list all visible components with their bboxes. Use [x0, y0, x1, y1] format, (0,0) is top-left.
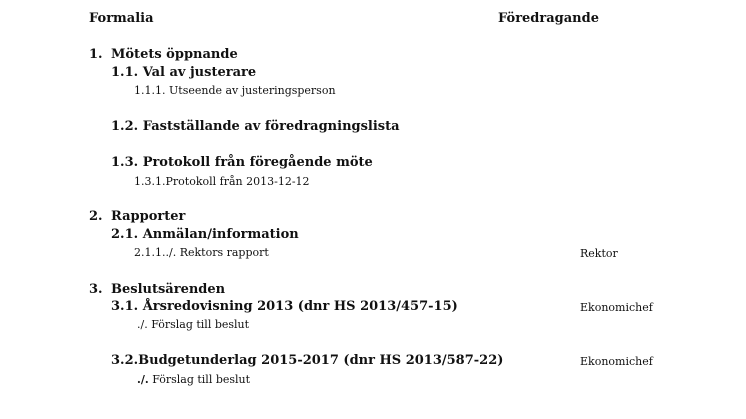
item-title: Mötets öppnande — [111, 47, 238, 62]
item-title: Förslag till beslut — [152, 373, 251, 386]
item-number: 3.2. — [111, 353, 139, 368]
agenda-item-1-1-1 — [134, 84, 336, 97]
attachment-marker: ./. — [137, 373, 149, 386]
presenter-ekonomichef: Ekonomichef — [580, 355, 653, 368]
item-title: Budgetunderlag 2015-2017 (dnr HS 2013/587-22) — [138, 353, 504, 368]
item-number: 3. — [89, 282, 103, 297]
agenda-item-2-1-1 — [134, 246, 269, 259]
item-title: Protokoll från 2013-12-12 — [165, 175, 310, 188]
item-number: 2.1. — [111, 227, 139, 242]
item-title: Val av justerare — [142, 65, 257, 80]
agenda-item-1-2 — [111, 119, 400, 134]
agenda-item-1-3 — [111, 155, 373, 170]
agenda-item-3-2-proposal — [137, 373, 250, 386]
item-number: 2. — [89, 209, 103, 224]
item-title: Årsredovisning 2013 (dnr HS 2013/457-15) — [142, 299, 458, 314]
presenter-ekonomichef: Ekonomichef — [580, 301, 653, 314]
agenda-item-1-3-1 — [134, 175, 310, 188]
item-title: Protokoll från föregående möte — [142, 155, 373, 170]
agenda-item-3-2 — [111, 353, 503, 368]
item-number: 2.1.1../. — [134, 246, 177, 259]
agenda-item-3 — [89, 282, 225, 297]
item-title: Anmälan/information — [142, 227, 299, 242]
item-number: 3.1. — [111, 299, 139, 314]
item-title: Beslutsärenden — [111, 282, 226, 297]
presenter-rektor: Rektor — [580, 247, 618, 260]
item-title: Rapporter — [111, 209, 186, 224]
item-number: 1.1. — [111, 65, 139, 80]
item-title: Rektors rapport — [179, 246, 269, 259]
agenda-item-3-1 — [111, 299, 458, 314]
agenda-item-3-1-proposal: ./. Förslag till beslut — [137, 318, 250, 331]
item-number: 1.3. — [111, 155, 139, 170]
agenda-item-1 — [89, 47, 238, 62]
agenda-item-2-1 — [111, 227, 299, 242]
item-number: 1.1.1. — [134, 84, 166, 97]
item-number: 1. — [89, 47, 103, 62]
presenter-heading: Föredragande — [498, 11, 599, 26]
agenda-item-1-1 — [111, 65, 256, 80]
item-number: 1.2. — [111, 119, 139, 134]
item-title: Utseende av justeringsperson — [169, 84, 336, 97]
item-number: 1.3.1. — [134, 175, 166, 188]
formalia-heading: Formalia — [89, 11, 154, 26]
item-title: Fastställande av föredragningslista — [142, 119, 400, 134]
agenda-item-2 — [89, 209, 185, 224]
